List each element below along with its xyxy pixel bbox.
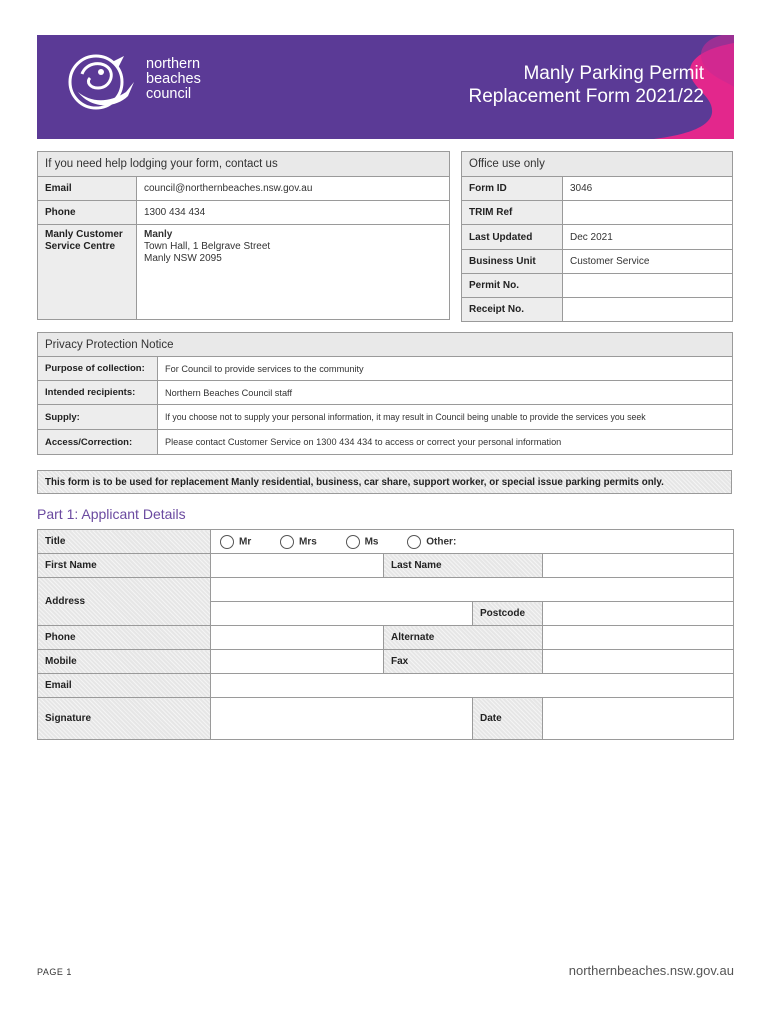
date-label: Date (473, 698, 543, 740)
form-usage-notice: This form is to be used for replacement Manly residential, business, car share, support worker, or special issue parking permits only. (37, 470, 732, 494)
form-id-value: 3046 (563, 177, 733, 201)
date-input[interactable] (543, 698, 734, 740)
title-label: Title (38, 530, 211, 554)
service-centre-street: Town Hall, 1 Belgrave Street (144, 241, 271, 252)
business-unit-label: Business Unit (462, 250, 563, 274)
office-use-table (461, 151, 733, 322)
radio-icon[interactable] (346, 535, 360, 549)
purpose-label: Purpose of collection: (38, 357, 158, 381)
council-wordmark (146, 57, 201, 102)
page-number: PAGE 1 (37, 967, 72, 977)
trim-ref-field[interactable] (563, 201, 733, 225)
contact-phone-label: Phone (38, 201, 137, 225)
last-name-input[interactable] (543, 554, 734, 578)
business-unit-value: Customer Service (563, 250, 733, 274)
title-option-mr[interactable]: Mr (220, 535, 251, 549)
service-centre-label: Manly Customer Service Centre (38, 225, 137, 320)
postcode-input[interactable] (543, 602, 734, 626)
fax-input[interactable] (543, 650, 734, 674)
council-logo-icon (68, 52, 140, 114)
radio-icon[interactable] (280, 535, 294, 549)
access-value: Please contact Customer Service on 1300 434 434 to access or correct your personal information (158, 430, 733, 455)
form-id-label: Form ID (462, 177, 563, 201)
purpose-value: For Council to provide services to the community (158, 357, 733, 381)
office-heading: Office use only (462, 152, 733, 177)
last-updated-label: Last Updated (462, 225, 563, 250)
mobile-input[interactable] (211, 650, 384, 674)
fax-label: Fax (384, 650, 543, 674)
email-input[interactable] (211, 674, 734, 698)
trim-ref-label: TRIM Ref (462, 201, 563, 225)
service-centre-name: Manly (144, 229, 173, 240)
phone-label: Phone (38, 626, 211, 650)
contact-phone-value[interactable]: 1300 434 434 (137, 201, 450, 225)
website-link[interactable]: northernbeaches.nsw.gov.au (568, 963, 734, 978)
contact-email-label: Email (38, 177, 137, 201)
address-label: Address (38, 578, 211, 626)
recipients-label: Intended recipients: (38, 381, 158, 405)
alternate-label: Alternate (384, 626, 543, 650)
permit-no-label: Permit No. (462, 274, 563, 298)
service-centre-suburb: Manly NSW 2095 (144, 253, 222, 264)
org-line-1: northern (146, 56, 201, 72)
recipients-value: Northern Beaches Council staff (158, 381, 733, 405)
form-title-line-1: Manly Parking Permit (523, 63, 704, 84)
alternate-input[interactable] (543, 626, 734, 650)
address-line-1-input[interactable] (211, 578, 734, 602)
service-centre-address (137, 225, 450, 320)
title-option-mrs[interactable]: Mrs (280, 535, 317, 549)
address-line-2-input[interactable] (211, 602, 473, 626)
contact-email-value[interactable]: council@northernbeaches.nsw.gov.au (137, 177, 450, 201)
last-name-label: Last Name (384, 554, 543, 578)
mobile-label: Mobile (38, 650, 211, 674)
supply-value: If you choose not to supply your personal information, it may result in Council being unable to provide the services you seek (158, 405, 733, 430)
title-options (211, 530, 734, 554)
title-option-other[interactable]: Other: (407, 535, 456, 549)
permit-no-field[interactable] (563, 274, 733, 298)
supply-label: Supply: (38, 405, 158, 430)
title-option-ms[interactable]: Ms (346, 535, 379, 549)
first-name-input[interactable] (211, 554, 384, 578)
access-label: Access/Correction: (38, 430, 158, 455)
receipt-no-field[interactable] (563, 298, 733, 322)
org-line-3: council (146, 86, 192, 102)
last-updated-value: Dec 2021 (563, 225, 733, 250)
receipt-no-label: Receipt No. (462, 298, 563, 322)
applicant-details-table (37, 529, 734, 740)
radio-icon[interactable] (407, 535, 421, 549)
postcode-label: Postcode (473, 602, 543, 626)
privacy-heading: Privacy Protection Notice (38, 333, 733, 357)
form-title (468, 62, 704, 108)
phone-input[interactable] (211, 626, 384, 650)
privacy-table (37, 332, 733, 455)
email-label: Email (38, 674, 211, 698)
contact-table (37, 151, 450, 320)
signature-input[interactable] (211, 698, 473, 740)
contact-heading: If you need help lodging your form, contact us (38, 152, 450, 177)
part1-title: Part 1: Applicant Details (37, 506, 186, 522)
org-line-2: beaches (146, 71, 201, 87)
radio-icon[interactable] (220, 535, 234, 549)
form-title-line-2: Replacement Form 2021/22 (468, 86, 704, 107)
first-name-label: First Name (38, 554, 211, 578)
signature-label: Signature (38, 698, 211, 740)
